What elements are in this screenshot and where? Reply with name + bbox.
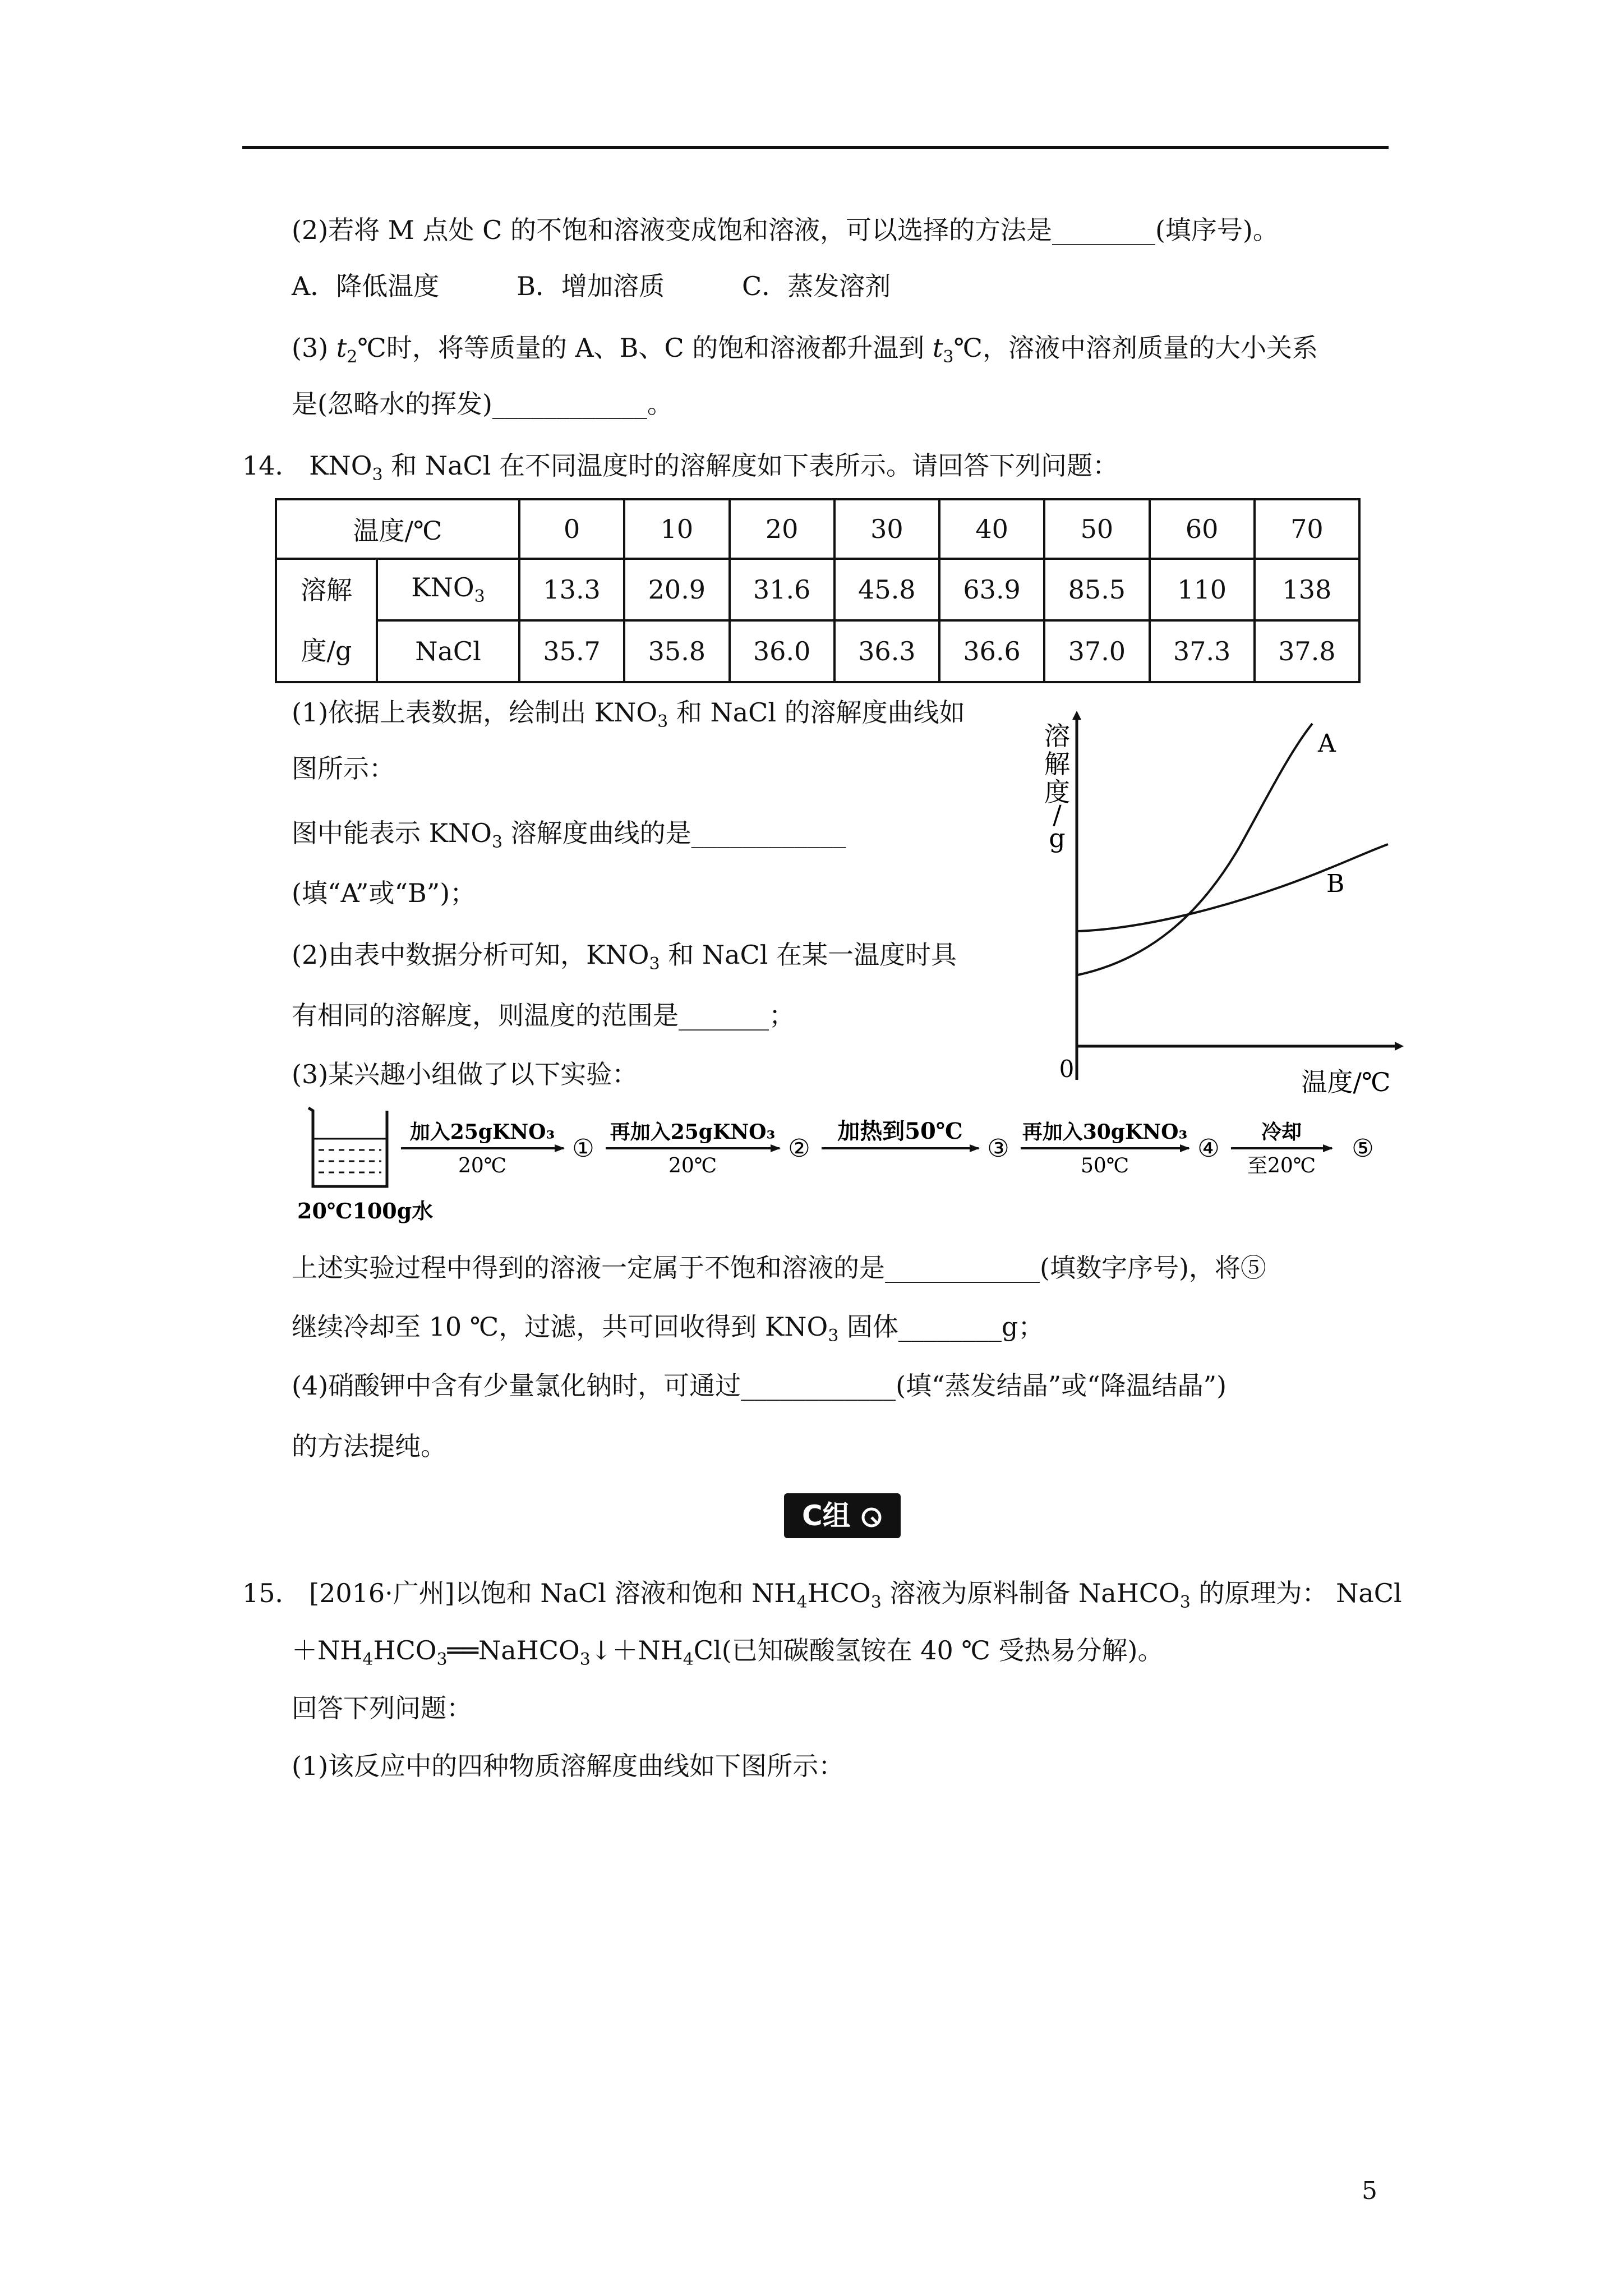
q15-line2: $+NH_4HCO_3══NaHCO_3↓+NH_4Cl$(已知碳酸氢铵在 40 ℃ 受热易分解)。 [292, 1635, 1164, 1670]
step4-temperature: 50℃ [1080, 1154, 1129, 1177]
section-badge: C组 [784, 1493, 901, 1538]
beaker-icon [308, 1108, 387, 1186]
kno3-value: 63.9 [939, 559, 1044, 620]
step2-condition: 再加入25gKNO₃ [610, 1120, 776, 1144]
nacl-value: 36.0 [730, 620, 834, 682]
table-row-kno3 [276, 559, 1359, 620]
q14-part1-line1: (1)依据上表数据，绘制出 $KNO_3$ 和 NaCl 的溶解度曲线如 [292, 697, 965, 732]
table-row-header [276, 499, 1359, 559]
solubility-table [275, 498, 1361, 683]
step1-condition: 加入25gKNO₃ [409, 1120, 555, 1144]
header-rule [242, 146, 1389, 149]
q13-part2: (2)若将 M 点处 C 的不饱和溶液变成饱和溶液，可以选择的方法是________(填序号)。 [292, 215, 1279, 245]
table-row-nacl [276, 620, 1359, 682]
q13-options: A．降低温度 B．增加溶质 C．蒸发溶剂 [292, 271, 891, 301]
q14-part3-line1: (3)某兴趣小组做了以下实验： [292, 1059, 638, 1089]
q15-line1: 15． [2016·广州]以饱和 NaCl 溶液和饱和 $NH_4HCO_3$ 溶液为原料制备 NaHCO$_3$ 的原理为： NaCl [242, 1578, 1402, 1613]
q14-part4-line2: 的方法提纯。 [292, 1431, 446, 1461]
temp-cell: 30 [834, 499, 939, 559]
q13-part3: (3) $t_2℃$时，将等质量的 A、B、C 的饱和溶液都升温到 $t_3℃$，溶液中溶剂质量的大小关系 [292, 333, 1318, 367]
table-group-label: 溶解 度/g [276, 559, 377, 682]
q14-part2-line1: (2)由表中数据分析可知，$KNO_3$ 和 NaCl 在某一温度时具 [292, 940, 957, 974]
q14-part1-line2: 图所示： [292, 753, 395, 784]
page-number: 5 [1362, 2177, 1377, 2205]
solution-marker-1: ① [572, 1134, 594, 1163]
kno3-value: 20.9 [624, 559, 729, 620]
solution-marker-2: ② [788, 1134, 810, 1163]
temp-cell: 60 [1150, 499, 1255, 559]
temp-cell: 50 [1044, 499, 1149, 559]
step5-temperature: 至20℃ [1247, 1154, 1316, 1177]
search-circle-icon [860, 1506, 883, 1529]
beaker-label: 20℃100g水 [297, 1198, 434, 1223]
y-label-char: 解 [1044, 749, 1070, 779]
nacl-value: 37.0 [1044, 620, 1149, 682]
q14-part2-line2: 有相同的溶解度，则温度的范围是_______； [292, 1000, 795, 1030]
temp-cell: 70 [1255, 499, 1359, 559]
table-header-label: 温度/℃ [276, 499, 519, 559]
q15-line4: (1)该反应中的四种物质溶解度曲线如下图所示： [292, 1751, 845, 1781]
kno3-value: 110 [1150, 559, 1255, 620]
temp-cell: 10 [624, 499, 729, 559]
kno3-value: 138 [1255, 559, 1359, 620]
kno3-label: $KNO_3$ [377, 559, 519, 620]
step2-temperature: 20℃ [668, 1154, 717, 1177]
step4-condition: 再加入30gKNO₃ [1022, 1120, 1188, 1144]
step3-condition: 加热到50℃ [837, 1118, 963, 1144]
nacl-value: 37.3 [1150, 620, 1255, 682]
q13-part3-line2: 是(忽略水的挥发)____________。 [292, 389, 673, 419]
solution-marker-4: ④ [1197, 1134, 1220, 1163]
temp-cell: 40 [939, 499, 1044, 559]
q14-part4-line1: (4)硝酸钾中含有少量氯化钠时，可通过____________(填“蒸发结晶”或“降温结晶”) [292, 1370, 1227, 1401]
nacl-value: 35.7 [519, 620, 624, 682]
kno3-value: 85.5 [1044, 559, 1149, 620]
curve-a [1078, 724, 1312, 975]
nacl-value: 37.8 [1255, 620, 1359, 682]
x-axis-label: 温度/℃ [1301, 1067, 1391, 1097]
y-label-char: 溶 [1044, 721, 1070, 751]
nacl-value: 35.8 [624, 620, 729, 682]
y-label-char: / [1053, 799, 1062, 830]
experiment-diagram [292, 1099, 1402, 1228]
nacl-value: 36.6 [939, 620, 1044, 682]
y-label-char: 度 [1044, 777, 1070, 807]
q14-after-line2: 继续冷却至 10 ℃，过滤，共可回收得到 $KNO_3$ 固体________g； [292, 1312, 1044, 1346]
curve-a-label: A [1318, 729, 1336, 758]
step5-condition: 冷却 [1261, 1120, 1302, 1144]
y-label-char: g [1049, 823, 1066, 853]
solution-marker-3: ③ [987, 1134, 1009, 1163]
q14-part1-line4: (填“A”或“B”)； [292, 878, 476, 908]
temp-cell: 20 [730, 499, 834, 559]
kno3-value: 13.3 [519, 559, 624, 620]
curve-b-label: B [1326, 869, 1345, 898]
kno3-value: 31.6 [730, 559, 834, 620]
solubility-graph [1004, 707, 1408, 1099]
q14-part1-line3: 图中能表示 $KNO_3$ 溶解度曲线的是____________ [292, 818, 846, 853]
nacl-value: 36.3 [834, 620, 939, 682]
q14-intro: 14． $KNO_3$ 和 NaCl 在不同温度时的溶解度如下表所示。请回答下列问题： [242, 450, 1119, 485]
temp-cell: 0 [519, 499, 624, 559]
nacl-label: NaCl [377, 620, 519, 682]
q15-line3: 回答下列问题： [292, 1693, 472, 1723]
solution-marker-5: ⑤ [1352, 1134, 1374, 1163]
step1-temperature: 20℃ [458, 1154, 507, 1177]
kno3-value: 45.8 [834, 559, 939, 620]
q14-after-line1: 上述实验过程中得到的溶液一定属于不饱和溶液的是____________(填数字序号)，将⑤ [292, 1253, 1266, 1283]
origin-label: 0 [1059, 1055, 1075, 1083]
